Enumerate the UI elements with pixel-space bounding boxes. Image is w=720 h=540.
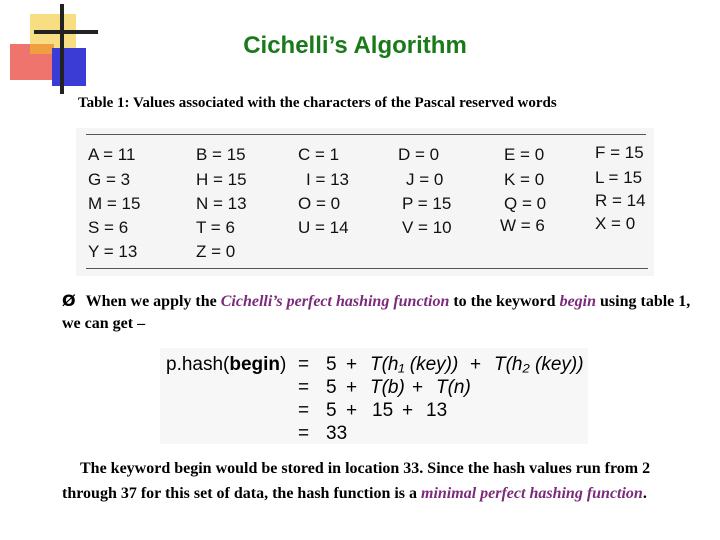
table-cell: M = 15 [88, 194, 141, 213]
highlight-term: perfect hashing function [480, 485, 643, 502]
formula-term: T(n) [436, 377, 471, 398]
bullet-text: using table 1, we can get – [62, 293, 691, 332]
table-cell: A = 11 [88, 145, 136, 164]
bullet-text: When we apply the [85, 293, 221, 310]
table-cell: X = 0 [595, 214, 636, 233]
table-cell: V = 10 [402, 218, 452, 237]
table-cell: O = 0 [298, 194, 341, 213]
table-cell: R = 14 [595, 191, 646, 210]
table-cell: Q = 0 [504, 194, 547, 213]
table-cell: G = 3 [88, 170, 131, 189]
values-table [76, 128, 654, 276]
table-bottom-rule [86, 268, 648, 269]
highlight-term: minimal [421, 485, 477, 502]
bullet-text: to the keyword [449, 293, 560, 310]
formula-plus: + [346, 354, 358, 375]
table-cell: T = 6 [196, 218, 235, 237]
formula-lhs: p.hash(begin) [166, 354, 287, 375]
formula-term: 13 [426, 400, 448, 421]
highlight-term: begin [559, 293, 597, 310]
table-cell: K = 0 [504, 170, 545, 189]
table-cell: L = 15 [595, 168, 643, 187]
formula-term: 5 [326, 377, 337, 398]
paragraph-text: . [642, 485, 647, 502]
table-top-rule [86, 134, 646, 135]
table-cell: I = 13 [306, 170, 350, 189]
table-cell: S = 6 [88, 218, 129, 237]
formula-term: T(h₂ (key)) [494, 354, 584, 375]
table-caption: Table 1: Values associated with the characters of the Pascal reserved words [78, 95, 557, 111]
table-cell: Y = 13 [88, 242, 138, 261]
formula-eq: = [298, 423, 310, 444]
decorative-logo-icon [0, 0, 110, 100]
formula-eq: = [298, 354, 310, 375]
table-cell: C = 1 [298, 145, 340, 164]
formula-plus: + [346, 400, 358, 421]
formula-term: T(h₁ (key)) [370, 354, 459, 375]
formula-plus: + [470, 354, 482, 375]
table-cell: N = 13 [196, 194, 247, 213]
hash-formula [160, 348, 588, 444]
formula-eq: = [298, 400, 310, 421]
formula-eq: = [298, 377, 310, 398]
formula-plus: + [346, 377, 358, 398]
formula-term: 5 [326, 354, 337, 375]
table-cell: P = 15 [402, 194, 452, 213]
bullet-arrow-icon: Ø [62, 291, 76, 310]
table-cell: H = 15 [196, 170, 247, 189]
bullet-point [62, 290, 702, 335]
table-cell: E = 0 [504, 145, 545, 164]
formula-result: 33 [326, 423, 348, 444]
formula-plus: + [402, 400, 414, 421]
table-cell: Z = 0 [196, 242, 236, 261]
explanation-paragraph [62, 456, 702, 506]
paragraph-text: The keyword begin would be stored in location 33. Since the hash values run from 2 through 37 for this set of data, the hash function is a [62, 460, 651, 502]
formula-line [166, 354, 286, 376]
formula-term: 5 [326, 400, 337, 421]
table-cell: W = 6 [500, 216, 545, 235]
page-title: Cichelli’s Algorithm [243, 32, 467, 59]
table-cell: B = 15 [196, 145, 246, 164]
table-cell: U = 14 [298, 218, 349, 237]
formula-term: T(b) [370, 377, 405, 398]
table-cell: D = 0 [398, 145, 440, 164]
highlight-term: Cichelli’s perfect hashing function [220, 293, 450, 310]
formula-plus: + [412, 377, 424, 398]
table-cell: J = 0 [406, 170, 444, 189]
table-cell: F = 15 [595, 143, 644, 162]
formula-term: 15 [372, 400, 394, 421]
